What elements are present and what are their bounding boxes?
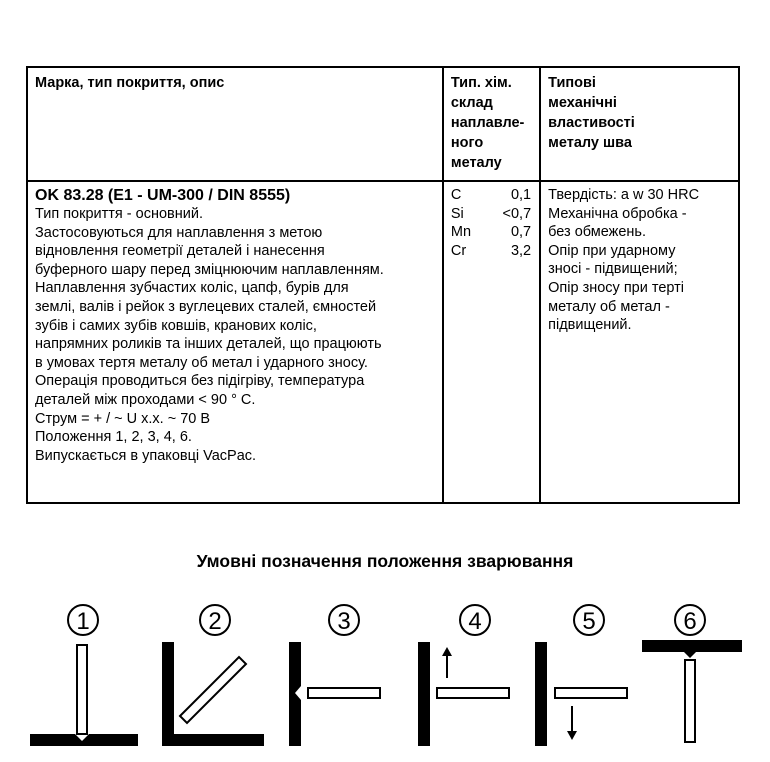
position-5-icon	[535, 605, 627, 746]
description-cell: OK 83.28 (E1 - UM-300 / DIN 8555) Тип покриття - основний. Застосовуються для наплавлення з метою відновлення геометрії деталей і нанесення буферного шару перед зміцнюючим наплавленням. Наплавлення зубчастих коліс, цапф, бурів для землі, валів і рейок з вуглецевих сталей, ємностей зубів і самих зубів ковшів, кранових коліс, напрямних роликів та інших деталей, що працюють в умовах тертя металу об метал і ударного зносу. Операція проводиться без підігріву, температура деталей між проходами < 90 ° С. Струм = + / ~ U x.x. ~ 70 В Положення 1, 2, 3, 4, 6. Випускається в упаковці VacPac.	[27, 181, 443, 503]
svg-text:6: 6	[683, 608, 697, 635]
position-4-icon	[418, 605, 509, 746]
table-row	[27, 181, 739, 503]
welding-positions-diagram	[0, 598, 770, 762]
header-grade: Марка, тип покриття, опис	[27, 67, 443, 181]
spec-table	[26, 66, 740, 504]
svg-text:4: 4	[468, 608, 482, 635]
position-1-icon	[30, 605, 138, 746]
chem-row: Si <0,7	[450, 205, 532, 222]
product-title: OK 83.28 (E1 - UM-300 / DIN 8555)	[35, 187, 291, 204]
legend-title: Умовні позначення положення зварювання	[196, 551, 574, 571]
header-chemistry: Тип. хім. склад наплавле- ного металу	[443, 67, 540, 181]
properties-cell: Твердість: a w 30 HRC Механічна обробка - без обмежень. Опір при ударному зносі - підвищений; Опір зносу при терті металу об метал - підвищений.	[540, 181, 739, 503]
chemistry-cell	[443, 181, 540, 503]
position-3-icon	[289, 605, 380, 746]
svg-text:5: 5	[582, 608, 596, 635]
position-6-icon	[642, 605, 742, 742]
chem-row: Mn 0,7	[450, 224, 532, 241]
chem-row: C 0,1	[450, 187, 532, 203]
header-properties: Типові механічні властивості металу шва	[540, 67, 739, 181]
svg-text:3: 3	[337, 608, 351, 635]
svg-text:2: 2	[208, 608, 222, 635]
svg-text:1: 1	[76, 608, 90, 635]
position-2-icon	[162, 605, 264, 746]
table-header-row	[27, 67, 739, 181]
chem-row: Cr 3,2	[450, 242, 532, 259]
